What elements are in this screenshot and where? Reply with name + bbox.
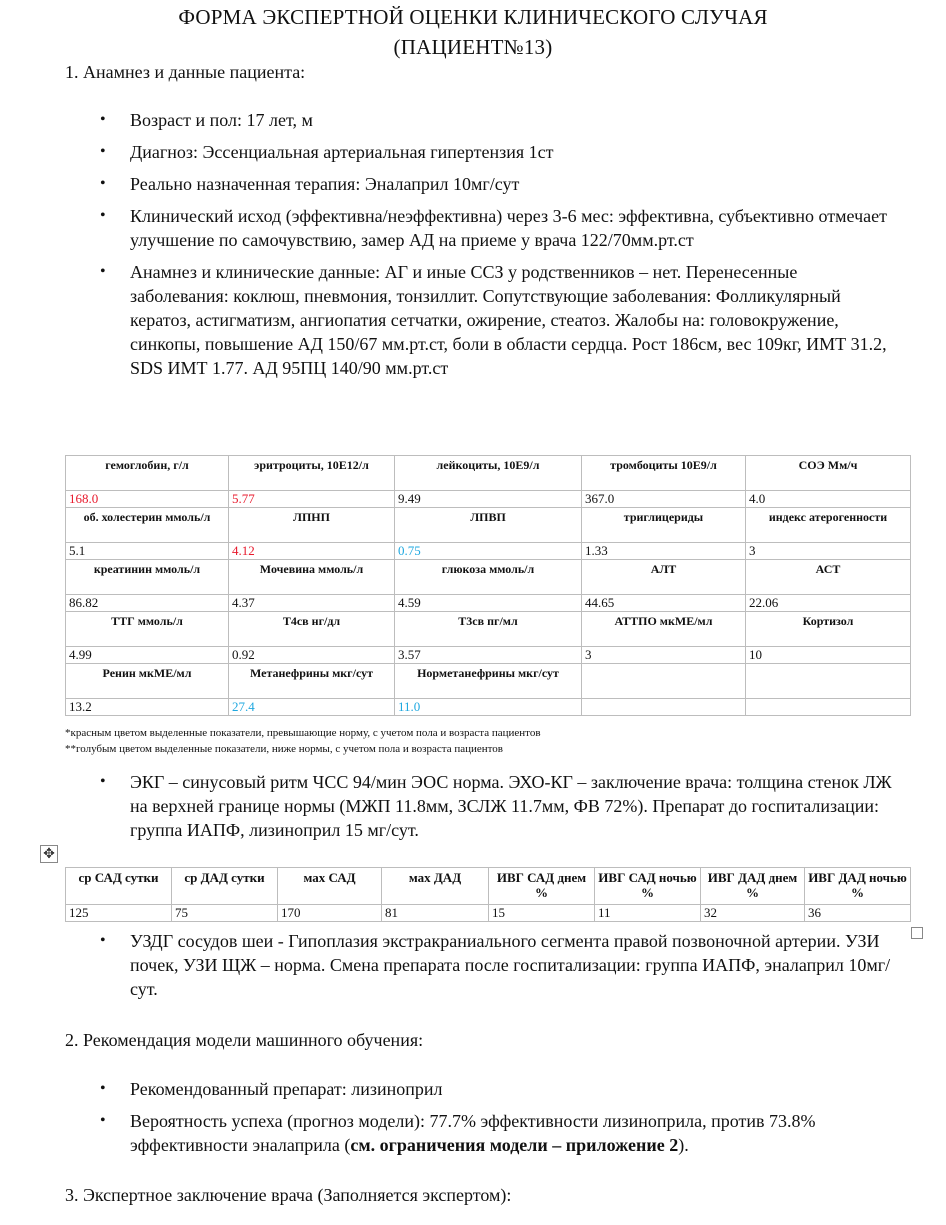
lab-header-cell: Метанефрины мкг/сут xyxy=(229,664,395,699)
lab-value-row xyxy=(66,595,911,612)
lab-header-row xyxy=(66,456,911,491)
bp-value-cell: 170 xyxy=(278,905,382,922)
bp-value-cell: 125 xyxy=(66,905,172,922)
bp-header-row xyxy=(66,868,911,905)
bp-header-cell: ср САД сутки xyxy=(66,868,172,905)
lab-header-cell: Мочевина ммоль/л xyxy=(229,560,395,595)
lab-header-cell: ЛПВП xyxy=(395,508,582,543)
lab-header-cell: АЛТ xyxy=(582,560,746,595)
bp-header-cell: мах ДАД xyxy=(382,868,489,905)
lab-value-cell: 44.65 xyxy=(582,595,746,612)
lab-header-row xyxy=(66,664,911,699)
lab-value-cell xyxy=(746,699,911,716)
lab-header-cell: Т4св нг/дл xyxy=(229,612,395,647)
lab-value-cell: 4.12 xyxy=(229,543,395,560)
bp-value-cell: 11 xyxy=(595,905,701,922)
lab-value-cell: 9.49 xyxy=(395,491,582,508)
uzdg-list xyxy=(0,929,900,1009)
bp-header-cell: ИВГ ДАД ночью % xyxy=(805,868,911,905)
lab-value-cell: 4.59 xyxy=(395,595,582,612)
lab-header-cell: гемоглобин, г/л xyxy=(66,456,229,491)
anamnesis-item: • Клинический исход (эффективна/неэффективна) через 3-6 мес: эффективна, субъективно отмечает улучшение по самочувствию, замер АД на приеме у врача 122/70мм.рт.ст xyxy=(0,204,900,252)
lab-value-row xyxy=(66,699,911,716)
lab-header-cell: креатинин ммоль/л xyxy=(66,560,229,595)
section-3-heading: 3. Экспертное заключение врача (Заполняется экспертом): xyxy=(65,1185,512,1205)
bp-value-cell: 32 xyxy=(701,905,805,922)
lab-header-cell: Норметанефрины мкг/сут xyxy=(395,664,582,699)
lab-header-row xyxy=(66,612,911,647)
lab-header-cell: глюкоза ммоль/л xyxy=(395,560,582,595)
lab-value-cell: 5.1 xyxy=(66,543,229,560)
lab-header-cell: АСТ xyxy=(746,560,911,595)
lab-value-cell: 0.75 xyxy=(395,543,582,560)
lab-value-cell: 168.0 xyxy=(66,491,229,508)
lab-header-cell: Ренин мкМЕ/мл xyxy=(66,664,229,699)
document-title xyxy=(0,2,946,62)
lab-value-row xyxy=(66,491,911,508)
lab-header-cell: АТТПО мкМЕ/мл xyxy=(582,612,746,647)
section-1-heading: 1. Анамнез и данные пациента: xyxy=(65,62,306,82)
bp-value-row xyxy=(66,905,911,922)
table-resize-handle[interactable] xyxy=(911,927,923,939)
lab-header-cell: об. холестерин ммоль/л xyxy=(66,508,229,543)
lab-header-cell: тромбоциты 10Е9/л xyxy=(582,456,746,491)
lab-value-cell: 11.0 xyxy=(395,699,582,716)
recommended-drug-bullet: • Рекомендованный препарат: лизиноприл xyxy=(0,1077,900,1101)
success-probability-bullet xyxy=(0,1109,900,1157)
lab-value-cell: 4.37 xyxy=(229,595,395,612)
lab-results-table xyxy=(65,455,911,716)
bp-value-cell: 81 xyxy=(382,905,489,922)
bp-monitoring-table xyxy=(65,867,911,922)
lab-header-cell: индекс атерогенности xyxy=(746,508,911,543)
lab-value-row xyxy=(66,543,911,560)
lab-header-row xyxy=(66,560,911,595)
lab-header-cell: эритроциты, 10Е12/л xyxy=(229,456,395,491)
anamnesis-item: • Возраст и пол: 17 лет, м xyxy=(0,108,900,132)
lab-value-cell: 10 xyxy=(746,647,911,664)
ecg-bullet: • ЭКГ – синусовый ритм ЧСС 94/мин ЭОС норма. ЭХО-КГ – заключение врача: толщина стенок ЛЖ на верхней границе нормы (МЖП 11.8мм, ЗСЛЖ 11.7мм, ФВ 72%). Препарат до госпитализации: группа ИАПФ, лизиноприл 15 мг/сут. xyxy=(0,770,900,842)
anamnesis-item: • Диагноз: Эссенциальная артериальная гипертензия 1ст xyxy=(0,140,900,164)
lab-value-cell: 22.06 xyxy=(746,595,911,612)
lab-header-cell: лейкоциты, 10Е9/л xyxy=(395,456,582,491)
bp-header-cell: ИВГ ДАД днем % xyxy=(701,868,805,905)
probability-text: Вероятность успеха (прогноз модели): 77.7% эффективности лизиноприла, против 73.8% эффективности эналаприла ( xyxy=(130,1111,816,1155)
bp-value-cell: 75 xyxy=(172,905,278,922)
table-move-icon[interactable]: ✥ xyxy=(40,845,58,863)
bp-value-cell: 36 xyxy=(805,905,911,922)
lab-value-cell: 1.33 xyxy=(582,543,746,560)
lab-header-cell: СОЭ Мм/ч xyxy=(746,456,911,491)
lab-value-cell: 367.0 xyxy=(582,491,746,508)
legend-note-red: *красным цветом выделенные показатели, превышающие норму, с учетом пола и возраста пациентов xyxy=(65,727,541,739)
probability-text-end: ). xyxy=(678,1135,689,1155)
lab-header-cell xyxy=(582,664,746,699)
uzdg-bullet: • УЗДГ сосудов шеи - Гипоплазия экстракраниального сегмента правой позвоночной артерии. УЗИ почек, УЗИ ЩЖ – норма. Смена препарата после госпитализации: группа ИАПФ, эналаприл 10мг/сут. xyxy=(0,929,900,1001)
lab-header-cell: триглицериды xyxy=(582,508,746,543)
lab-header-cell: Т3св пг/мл xyxy=(395,612,582,647)
lab-header-row xyxy=(66,508,911,543)
model-limitations-ref: см. ограничения модели – приложение 2 xyxy=(350,1135,679,1155)
title-line-2: (ПАЦИЕНТ№13) xyxy=(393,35,553,59)
anamnesis-item: • Реально назначенная терапия: Эналаприл 10мг/сут xyxy=(0,172,900,196)
ecg-list xyxy=(0,770,900,850)
lab-header-cell: ТТГ ммоль/л xyxy=(66,612,229,647)
lab-value-cell xyxy=(582,699,746,716)
title-line-1: ФОРМА ЭКСПЕРТНОЙ ОЦЕНКИ КЛИНИЧЕСКОГО СЛУЧАЯ xyxy=(178,5,768,29)
lab-value-cell: 5.77 xyxy=(229,491,395,508)
bp-header-cell: мах САД xyxy=(278,868,382,905)
lab-header-cell: ЛПНП xyxy=(229,508,395,543)
anamnesis-list xyxy=(0,108,900,388)
lab-value-cell: 4.99 xyxy=(66,647,229,664)
lab-value-cell: 3.57 xyxy=(395,647,582,664)
lab-value-cell: 13.2 xyxy=(66,699,229,716)
lab-value-cell: 27.4 xyxy=(229,699,395,716)
lab-header-cell xyxy=(746,664,911,699)
legend-note-blue: **голубым цветом выделенные показатели, ниже нормы, с учетом пола и возраста пациентов xyxy=(65,743,503,755)
ml-recommendation-list xyxy=(0,1077,900,1165)
section-2-heading: 2. Рекомендация модели машинного обучения: xyxy=(65,1030,424,1050)
bp-header-cell: ИВГ САД ночью % xyxy=(595,868,701,905)
bp-header-cell: ИВГ САД днем % xyxy=(489,868,595,905)
lab-value-row xyxy=(66,647,911,664)
lab-value-cell: 3 xyxy=(582,647,746,664)
bp-header-cell: ср ДАД сутки xyxy=(172,868,278,905)
lab-value-cell: 4.0 xyxy=(746,491,911,508)
lab-value-cell: 0.92 xyxy=(229,647,395,664)
bp-value-cell: 15 xyxy=(489,905,595,922)
lab-value-cell: 86.82 xyxy=(66,595,229,612)
anamnesis-item: • Анамнез и клинические данные: АГ и иные ССЗ у родственников – нет. Перенесенные заболевания: коклюш, пневмония, тонзиллит. Сопутствующие заболевания: Фолликулярный кератоз, астигматизм, ангиопатия сетчатки, ожирение, стеатоз. Жалобы на: головокружение, синкопы, повышение АД 150/67 мм.рт.ст, боли в области сердца. Рост 186см, вес 109кг, ИМТ 31.2, SDS ИМТ 1.77. АД 95ПЦ 140/90 мм.рт.ст xyxy=(0,260,900,380)
lab-header-cell: Кортизол xyxy=(746,612,911,647)
lab-value-cell: 3 xyxy=(746,543,911,560)
